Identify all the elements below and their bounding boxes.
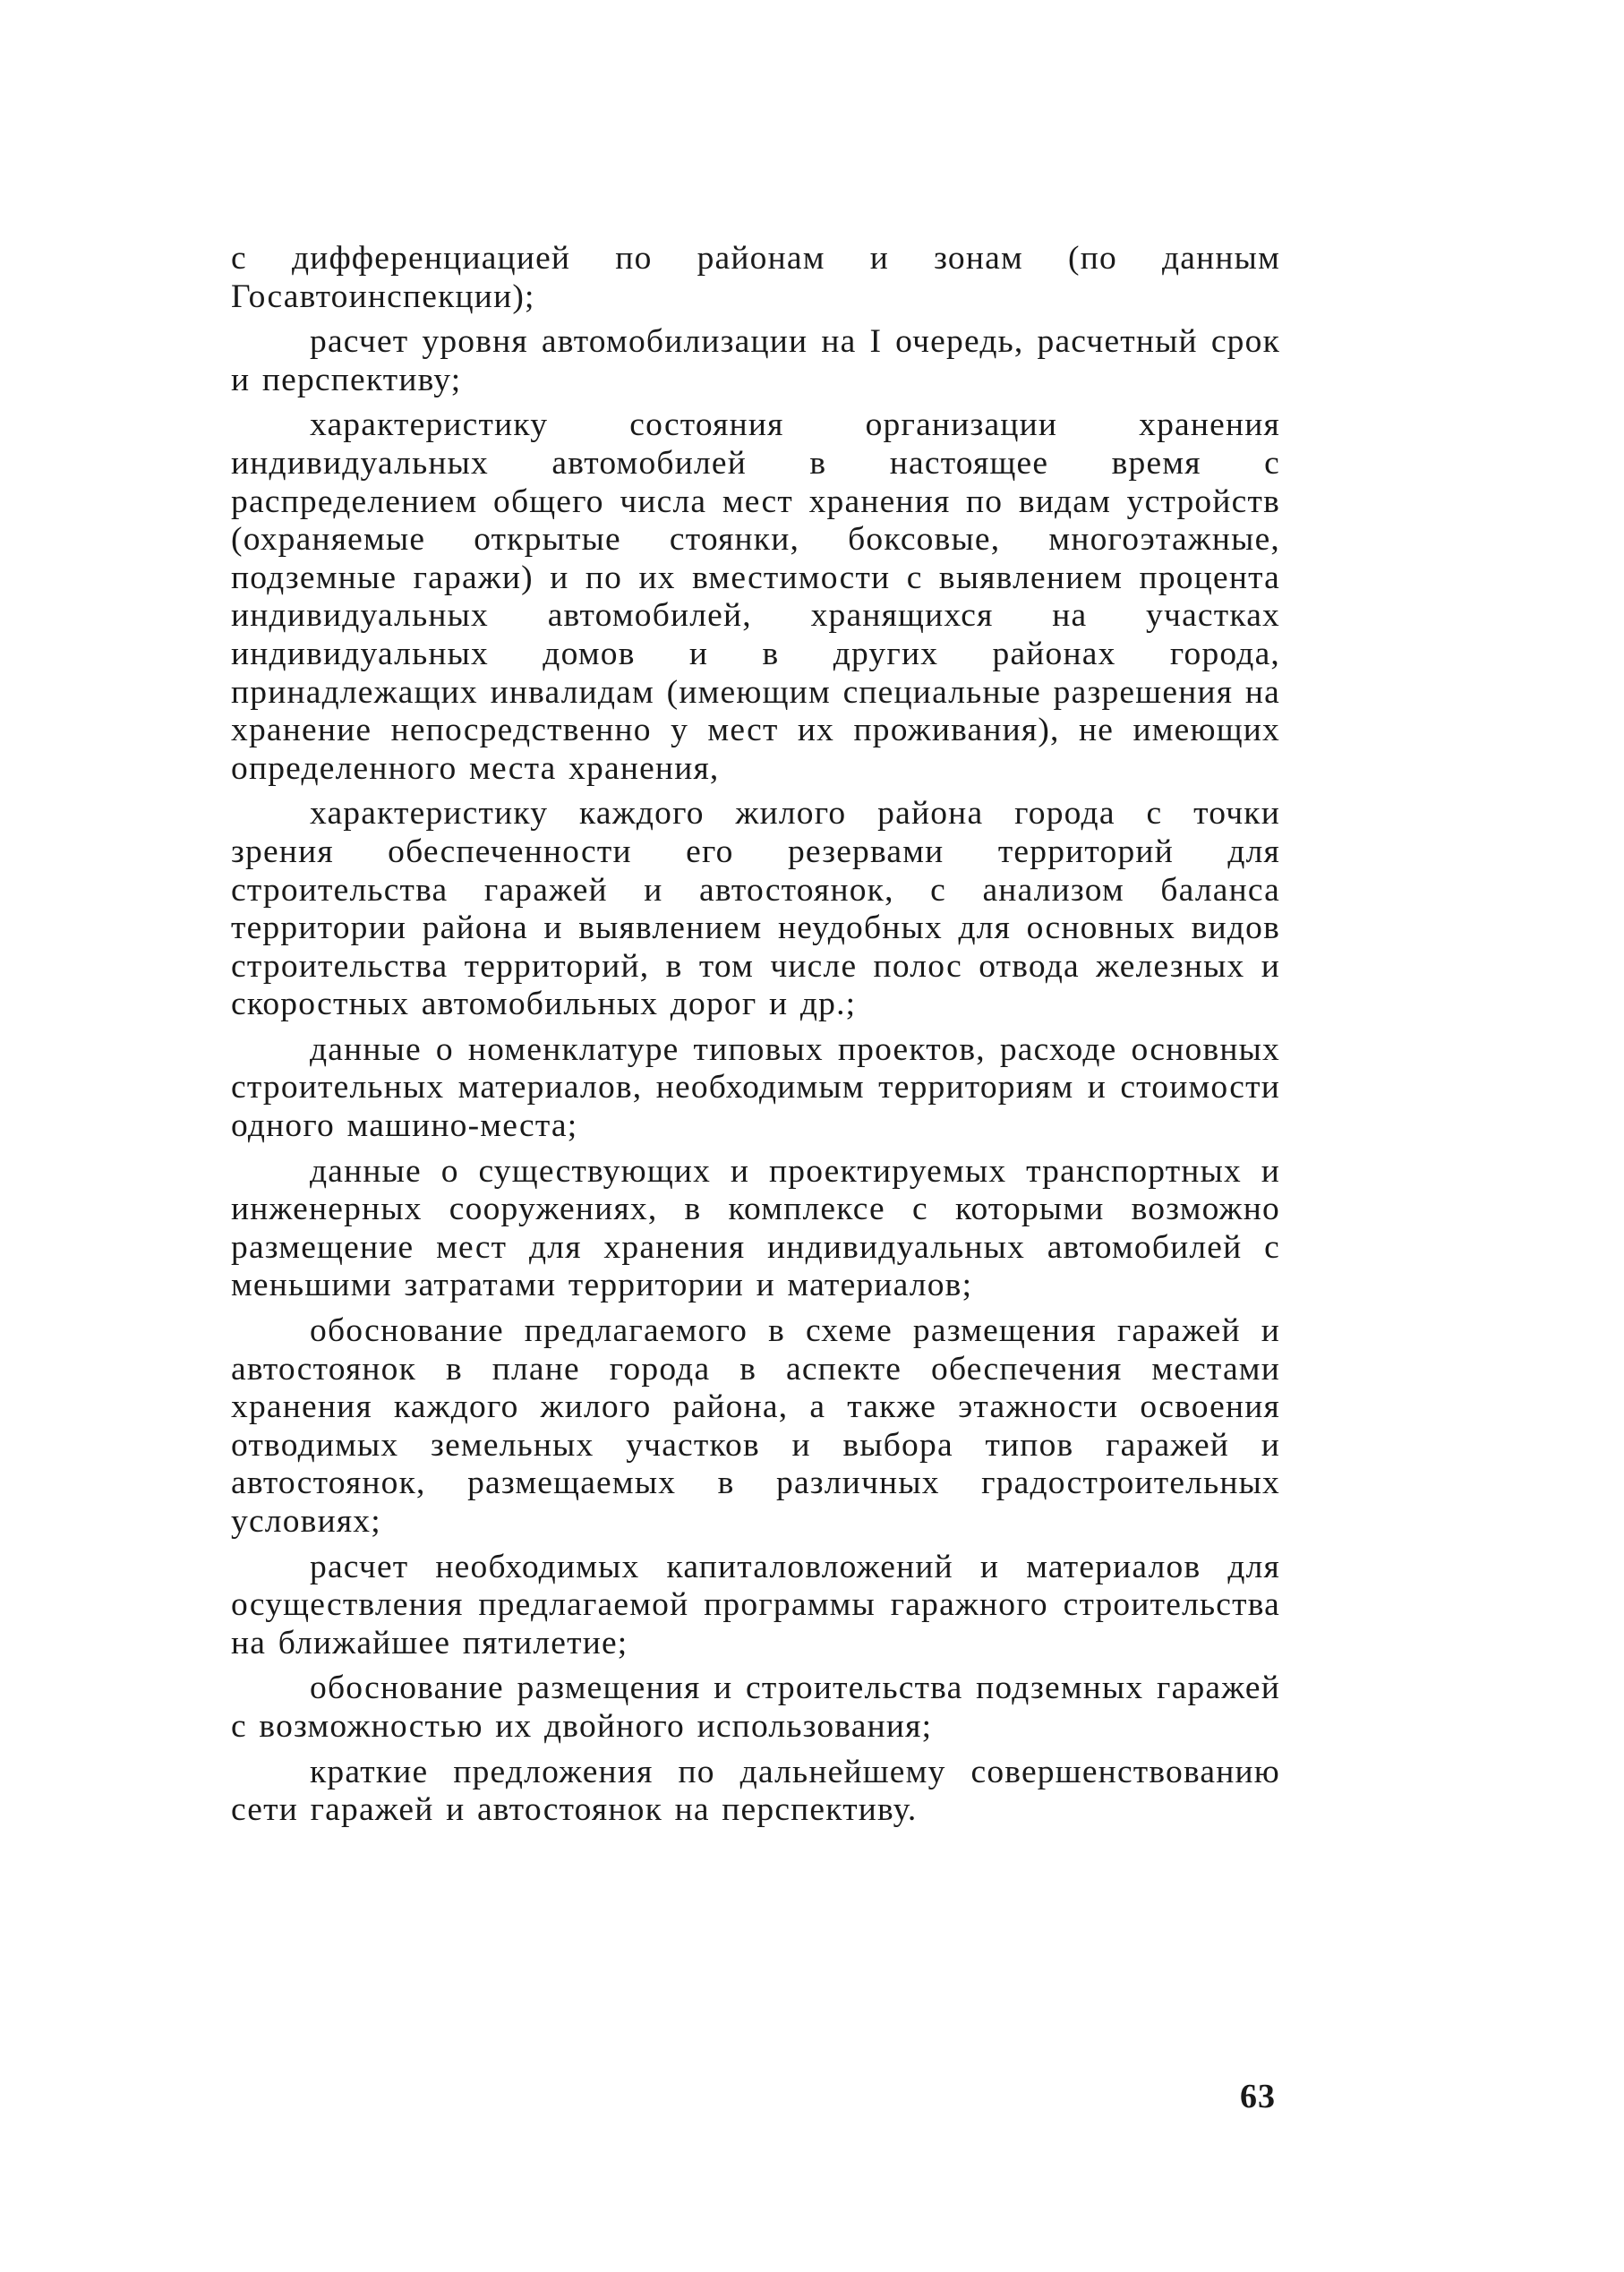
paragraph-transport-structures: данные о существующих и проектируемых транспортных и инженерных сооружениях, в комплексе с которыми возможно размещение мест для хранения индивидуальных автомобилей с меньшими затратами территории и материалов; bbox=[231, 1152, 1280, 1304]
paragraph-motorization-calc: расчет уровня автомобилизации на I очередь, расчетный срок и перспективу; bbox=[231, 323, 1280, 398]
paragraph-standard-projects: данные о номенклатуре типовых проектов, расходе основных строительных материалов, необходимым территориям и стоимости одного машино-места; bbox=[231, 1030, 1280, 1145]
paragraph-underground-garages: обоснование размещения и строительства подземных гаражей с возможностью их двойного использования; bbox=[231, 1670, 1280, 1745]
body-text bbox=[231, 240, 1280, 1837]
page-number: 63 bbox=[1240, 2078, 1276, 2115]
paragraph-proposals: краткие предложения по дальнейшему совершенствованию сети гаражей и автостоянок на перспективу. bbox=[231, 1753, 1280, 1829]
paragraph-placement-rationale: обоснование предлагаемого в схеме размещения гаражей и автостоянок в плане города в аспекте обеспечения местами хранения каждого жилого района, а также этажности освоения отводимых земельных участков и выбора типов гаражей и автостоянок, размещаемых в различных градостроительных условиях; bbox=[231, 1312, 1280, 1540]
paragraph-investment-calc: расчет необходимых капиталовложений и материалов для осуществления предлагаемой программы гаражного строительства на ближайшее пятилетие; bbox=[231, 1548, 1280, 1661]
paragraph-district-characteristics: характеристику каждого жилого района города с точки зрения обеспеченности его резервами территорий для строительства гаражей и автостоянок, с анализом баланса территории района и выявлением неудобных для основных видов строительства территорий, в том числе полос отвода железных и скоростных автомобильных дорог и др.; bbox=[231, 795, 1280, 1023]
paragraph-continuation: с дифференциацией по районам и зонам (по данным Госавтоинспекции); bbox=[231, 240, 1280, 315]
paragraph-storage-state: характеристику состояния организации хранения индивидуальных автомобилей в настоящее время с распределением общего числа мест хранения по видам устройств (охраняемые открытые стоянки, боксовые, многоэтажные, подземные гаражи) и по их вместимости с выявлением процента индивидуальных автомобилей, хранящихся на участках индивидуальных домов и в других районах города, принадлежащих инвалидам (имеющим специальные разрешения на хранение непосредственно у мест их проживания), не имеющих определенного места хранения, bbox=[231, 406, 1280, 787]
